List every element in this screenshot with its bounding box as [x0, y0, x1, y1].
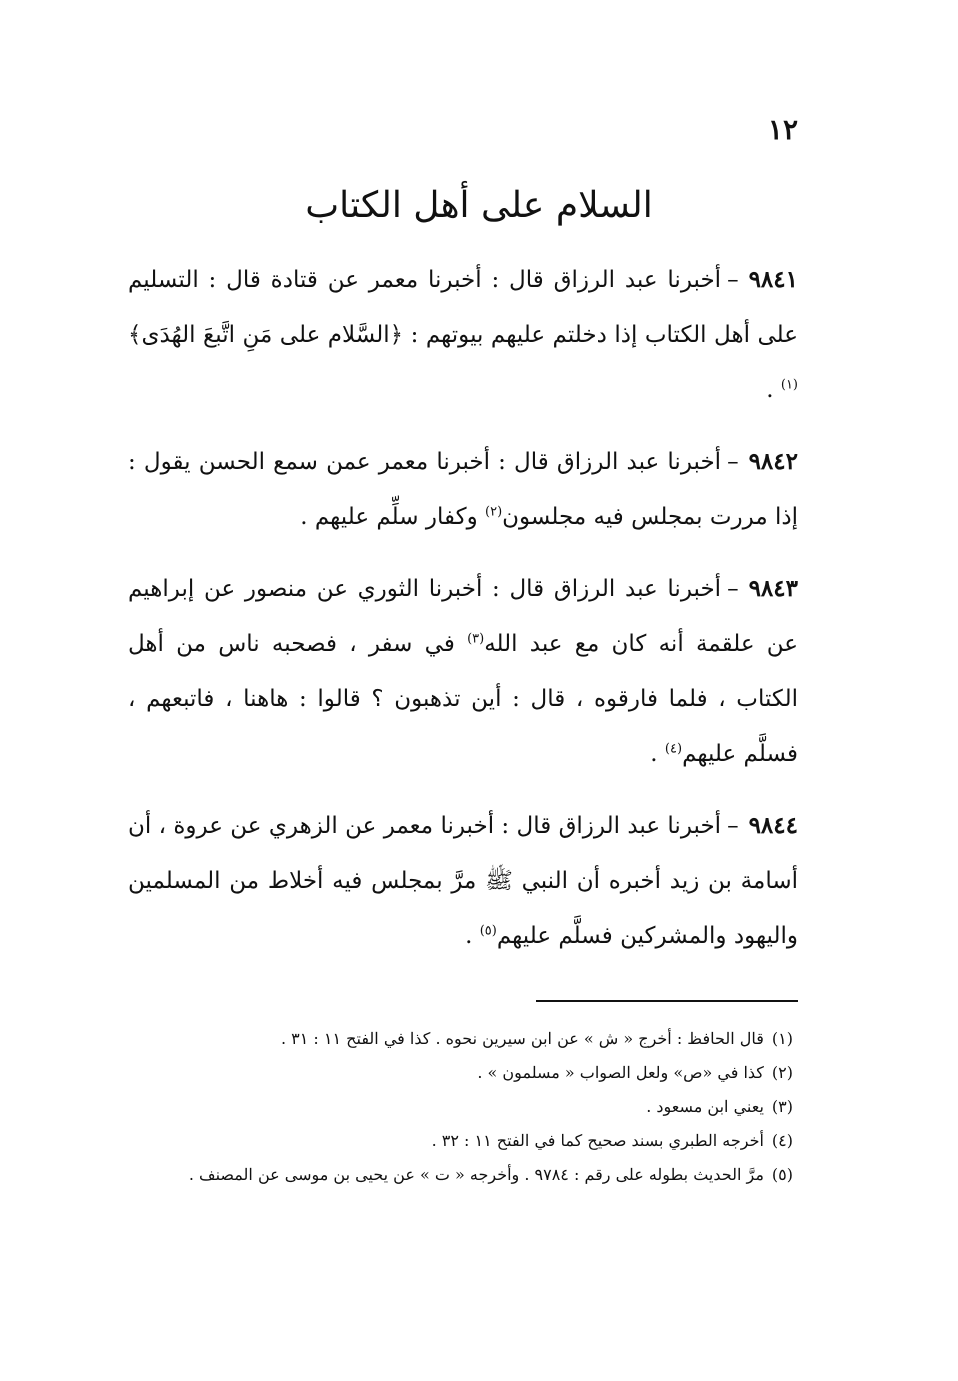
- hadith-text: أخبرنا عبد الرزاق قال : أخبرنا معمر عن الزهري عن عروة ، أن أسامة بن زيد أخبره أن النبي ﷺ مرَّ بمجلس فيه أخلاط من المسلمين واليهود والمشركين فسلَّم عليهم: [128, 813, 798, 949]
- hadith-9843: [128, 561, 798, 782]
- footnote-1: [128, 1022, 793, 1056]
- hadith-number: ٩٨٤٣: [748, 575, 798, 602]
- footnote-divider: [536, 1000, 798, 1002]
- hadith-text-end: .: [465, 923, 480, 949]
- footnote-ref-4: (٤): [664, 741, 683, 757]
- hadith-text-end: وكفار سلِّم عليهم .: [300, 504, 485, 530]
- hadith-text: أخبرنا عبد الرزاق قال : أخبرنا الثوري عن منصور عن إبراهيم عن علقمة أنه كان مع عبد الله: [128, 576, 799, 657]
- dash-separator: –: [727, 576, 739, 602]
- hadith-list: [128, 252, 798, 980]
- footnote-number: (١): [771, 1029, 793, 1048]
- footnote-ref-1: (١): [780, 377, 798, 393]
- hadith-9841: [128, 252, 798, 418]
- footnote-ref-5: (٥): [479, 923, 497, 939]
- footnote-5: [128, 1158, 793, 1192]
- footnote-4: [128, 1124, 793, 1158]
- footnote-number: (٤): [771, 1131, 793, 1150]
- dash-separator: –: [727, 267, 739, 293]
- hadith-9842: [128, 434, 798, 545]
- footnote-text: قال الحافظ : أخرج « ش » عن ابن سيرين نحوه . كذا في الفتح ١١ : ٣١ .: [280, 1029, 764, 1048]
- dash-separator: –: [727, 449, 739, 475]
- hadith-number: ٩٨٤٤: [748, 812, 798, 839]
- hadith-number: ٩٨٤١: [748, 266, 798, 293]
- footnote-number: (٣): [771, 1097, 793, 1116]
- page-number: ١٢: [767, 113, 798, 146]
- footnote-number: (٥): [771, 1165, 793, 1184]
- hadith-text: أخبرنا عبد الرزاق قال : أخبرنا معمر عمن سمع الحسن يقول : إذا مررت بمجلس فيه مجلسون: [128, 449, 798, 530]
- dash-separator: –: [727, 813, 739, 839]
- footnote-number: (٢): [771, 1063, 793, 1082]
- footnote-text: مرَّ الحديث بطوله على رقم : ٩٧٨٤ . وأخرجه « ت » عن يحيى بن موسى عن المصنف .: [188, 1165, 764, 1184]
- footnote-text: يعني ابن مسعود .: [646, 1097, 764, 1116]
- hadith-text-end: .: [650, 741, 665, 767]
- footnote-text: أخرجه الطبري بسند صحيح كما في الفتح ١١ : ٣٢ .: [431, 1131, 764, 1150]
- hadith-9844: [128, 798, 798, 964]
- hadith-text-end: .: [766, 377, 781, 403]
- footnote-ref-3: (٣): [467, 631, 485, 647]
- footnote-ref-2: (٢): [485, 504, 503, 520]
- hadith-number: ٩٨٤٢: [748, 448, 798, 475]
- footnote-2: [128, 1056, 793, 1090]
- footnote-text: كذا في «ص» ولعل الصواب « مسلمون » .: [477, 1063, 764, 1082]
- footnotes-section: [128, 1022, 793, 1192]
- hadith-text: أخبرنا عبد الرزاق قال : أخبرنا معمر عن قتادة قال : التسليم على أهل الكتاب إذا دخلتم عليهم بيوتهم : ﴿السَّلام على مَنِ اتَّبعَ الهُدَى﴾: [128, 267, 798, 348]
- chapter-title: السلام على أهل الكتاب: [305, 185, 653, 226]
- footnote-3: [128, 1090, 793, 1124]
- hadith-text-middle: في سفر ، فصحبه ناس من أهل الكتاب ، فلما فارقوه ، قال : أين تذهبون ؟ قالوا : هاهنا ، فاتبعهم ، فسلَّم عليهم: [128, 631, 798, 767]
